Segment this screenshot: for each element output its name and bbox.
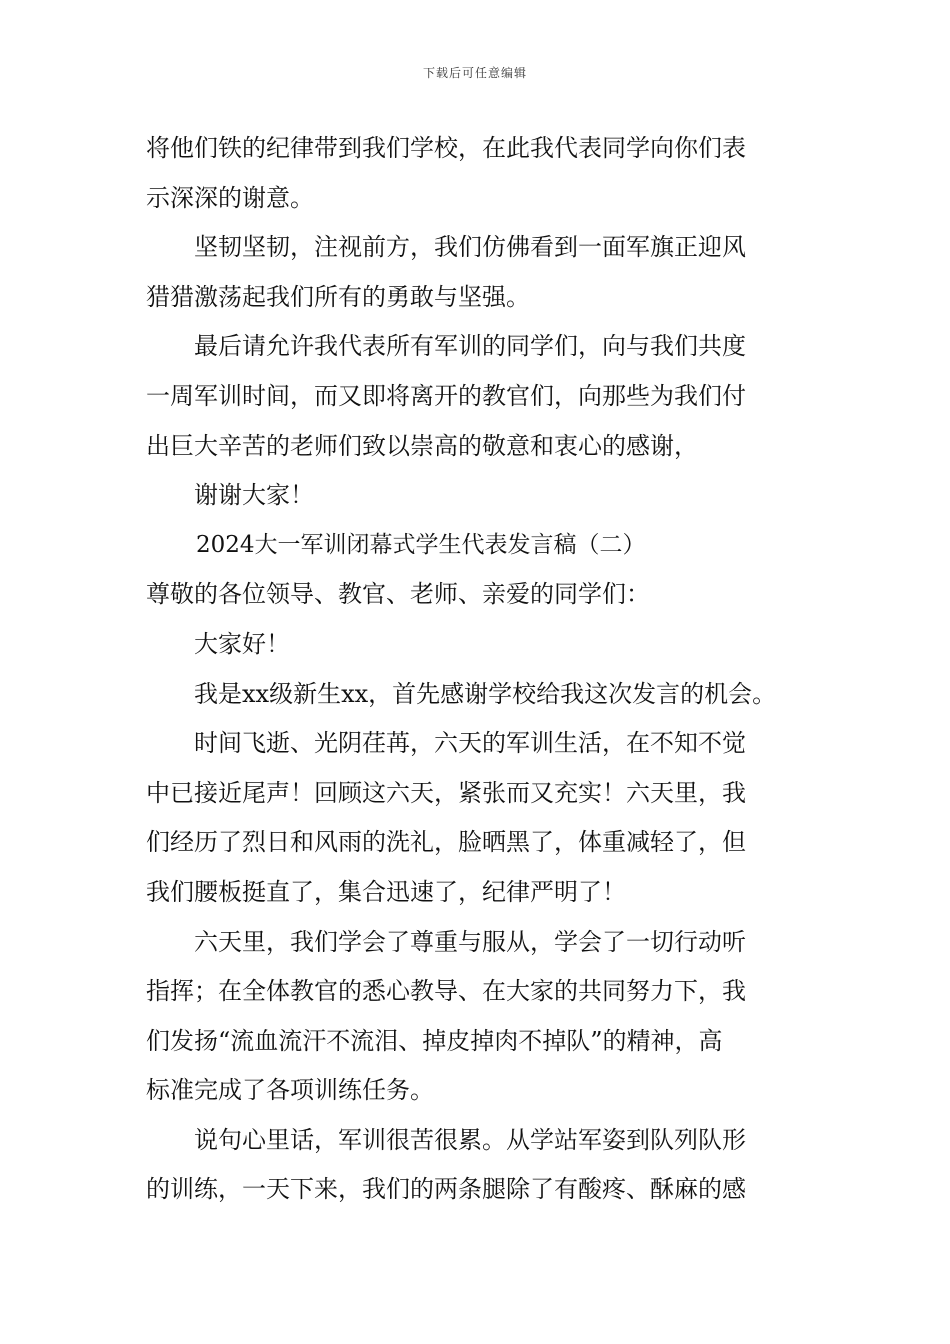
text-line: 我是xx级新生xx，首先感谢学校给我这次发言的机会。 bbox=[194, 679, 777, 708]
text-line: 时间飞逝、光阴荏苒，六天的军训生活，在不知不觉 bbox=[194, 729, 746, 758]
text-line: 一周军训时间，而又即将离开的教官们，向那些为我们付 bbox=[146, 381, 746, 410]
text-line: 示深深的谢意。 bbox=[146, 183, 314, 212]
document-body bbox=[146, 124, 814, 1215]
text-line: 说句心里话，军训很苦很累。从学站军姿到队列队形 bbox=[194, 1125, 746, 1154]
salutation: 尊敬的各位领导、教官、老师、亲爱的同学们： bbox=[146, 580, 650, 609]
text-line: 的训练，一天下来，我们的两条腿除了有酸疼、酥麻的感 bbox=[146, 1175, 746, 1204]
text-line: 将他们铁的纪律带到我们学校，在此我代表同学向你们表 bbox=[146, 134, 746, 162]
text-line: 们发扬“流血流汗不流泪、掉皮掉肉不掉队”的精神，高 bbox=[146, 1026, 723, 1055]
section-title: 2024大一军训闭幕式学生代表发言稿（二） bbox=[196, 531, 646, 558]
text-line: 们经历了烈日和风雨的洗礼，脸晒黑了，体重减轻了，但 bbox=[146, 828, 746, 857]
page-header: 下载后可任意编辑 bbox=[422, 66, 527, 80]
text-line: 猎猎激荡起我们所有的勇敢与坚强。 bbox=[146, 282, 530, 311]
text-line: 坚韧坚韧，注视前方，我们仿佛看到一面军旗正迎风 bbox=[194, 233, 746, 262]
text-line: 出巨大辛苦的老师们致以崇高的敬意和衷心的感谢， bbox=[146, 431, 698, 460]
text-line: 谢谢大家！ bbox=[194, 481, 314, 510]
text-line: 六天里，我们学会了尊重与服从，学会了一切行动听 bbox=[194, 927, 746, 956]
text-line: 中已接近尾声！回顾这六天，紧张而又充实！六天里，我 bbox=[146, 778, 746, 807]
text-line: 我们腰板挺直了，集合迅速了，纪律严明了！ bbox=[146, 877, 626, 906]
text-line: 指挥；在全体教官的悉心教导、在大家的共同努力下，我 bbox=[146, 977, 746, 1006]
text-line: 最后请允许我代表所有军训的同学们，向与我们共度 bbox=[194, 332, 746, 361]
greeting: 大家好！ bbox=[194, 629, 290, 658]
text-line: 标准完成了各项训练任务。 bbox=[146, 1076, 434, 1105]
